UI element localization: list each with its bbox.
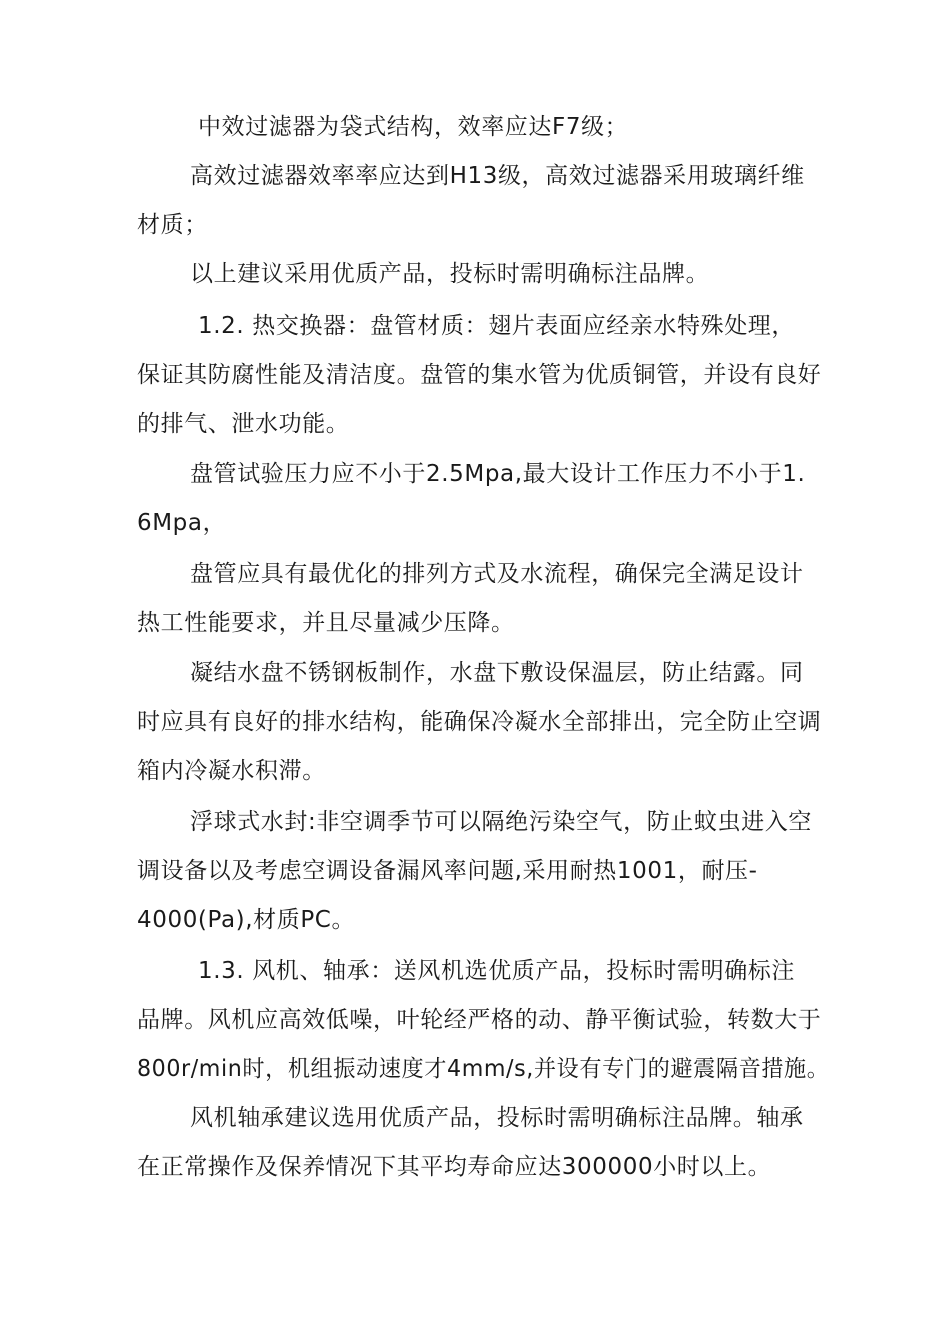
text-line-8: 盘管试验压力应不小于2.5Mpa,最大设计工作压力不小于1.: [190, 461, 806, 487]
text-line-2: 高效过滤器效率率应达到H13级，高效过滤器采用玻璃纤维: [190, 163, 805, 189]
text-line-9: 6Mpa，: [137, 510, 227, 536]
text-line-19: 品牌。风机应高效低噪，叶轮经严格的动、静平衡试验，转数大于: [137, 1007, 822, 1033]
text-line-18: 1.3. 风机、轴承：送风机选优质产品，投标时需明确标注: [198, 958, 795, 984]
text-line-16: 调设备以及考虑空调设备漏风率问题,采用耐热1001，耐压-: [137, 858, 758, 884]
text-line-5: 1.2. 热交换器：盘管材质：翅片表面应经亲水特殊处理，: [198, 313, 795, 339]
text-line-13: 时应具有良好的排水结构，能确保冷凝水全部排出，完全防止空调: [137, 709, 822, 735]
text-line-17: 4000(Pa),材质PC。: [137, 907, 356, 933]
text-line-4: 以上建议采用优质产品，投标时需明确标注品牌。: [190, 261, 710, 287]
text-line-15: 浮球式水封:非空调季节可以隔绝污染空气，防止蚊虫进入空: [190, 809, 812, 835]
text-line-11: 热工性能要求，并且尽量减少压降。: [137, 610, 515, 636]
text-line-1: 中效过滤器为袋式结构，效率应达F7级；: [198, 114, 629, 140]
text-line-21: 风机轴承建议选用优质产品，投标时需明确标注品牌。轴承: [190, 1105, 804, 1131]
text-line-20: 800r/min时，机组振动速度才4mm/s,并设有专门的避震隔音措施。: [137, 1056, 830, 1082]
text-line-10: 盘管应具有最优化的排列方式及水流程，确保完全满足设计: [190, 561, 804, 587]
text-line-7: 的排气、泄水功能。: [137, 411, 350, 437]
text-line-22: 在正常操作及保养情况下其平均寿命应达300000小时以上。: [137, 1154, 772, 1180]
text-line-3: 材质；: [137, 212, 208, 238]
text-line-14: 箱内冷凝水积滞。: [137, 758, 326, 784]
text-line-6: 保证其防腐性能及清洁度。盘管的集水管为优质铜管，并设有良好: [137, 362, 822, 388]
text-line-12: 凝结水盘不锈钢板制作，水盘下敷设保温层，防止结露。同: [190, 660, 804, 686]
